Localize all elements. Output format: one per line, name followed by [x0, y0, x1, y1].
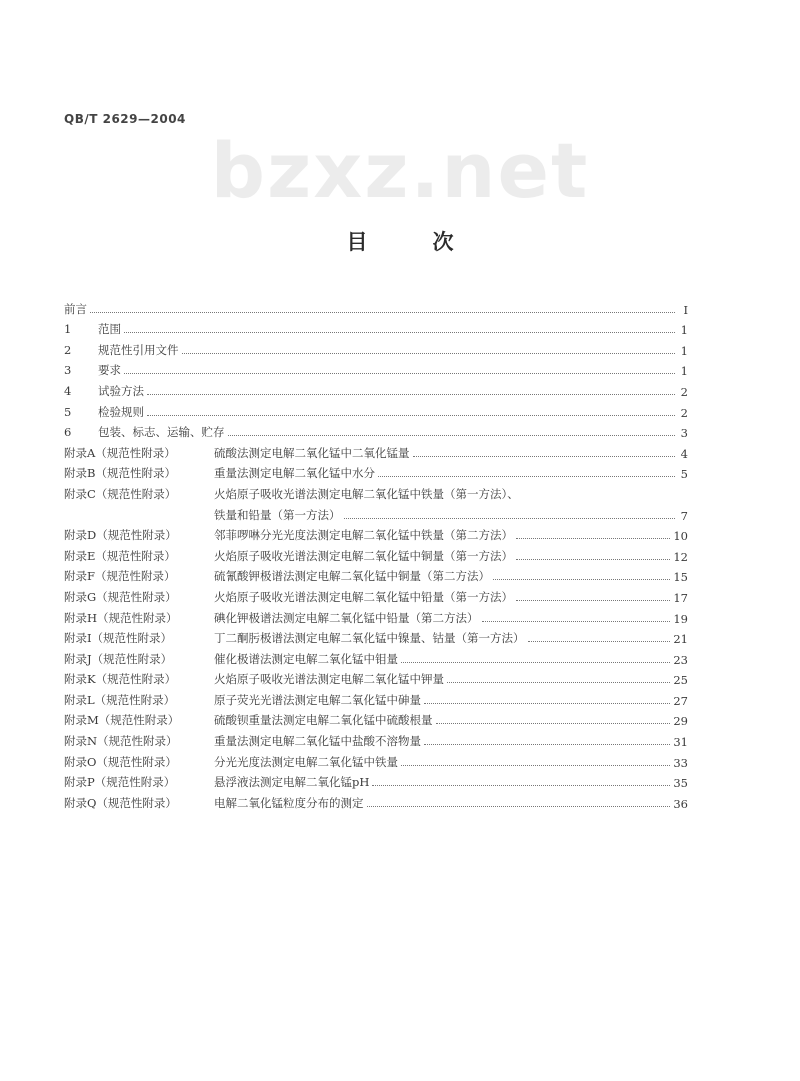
toc-entry-label — [64, 321, 121, 337]
toc-entry-annex: 附录I（规范性附录） — [64, 631, 173, 646]
watermark: bzxz.net — [210, 126, 590, 215]
toc-entry-text: 包装、标志、运输、贮存 — [98, 425, 225, 440]
toc-entry-label — [64, 671, 444, 687]
toc-entry[interactable] — [64, 790, 688, 811]
toc-entry[interactable] — [64, 543, 688, 564]
toc-entry-text: 悬浮液法测定电解二氧化锰pH — [214, 775, 370, 790]
toc-entry-page: I — [683, 302, 688, 317]
toc-leader-dots — [182, 353, 676, 354]
toc-entry-page: 12 — [673, 549, 688, 564]
toc-entry-label — [64, 424, 225, 440]
toc-entry-text: 试验方法 — [98, 383, 144, 398]
toc-entry-annex: 附录M（规范性附录） — [64, 713, 180, 728]
toc-entry[interactable] — [64, 358, 688, 379]
toc-entry-text: 火焰原子吸收光谱法测定电解二氧化锰中铜量（第一方法） — [214, 548, 513, 563]
toc-entry-annex: 附录B（规范性附录） — [64, 466, 176, 481]
toc-entry[interactable] — [64, 461, 688, 482]
toc-leader-dots — [124, 373, 675, 374]
toc-entry-text: 邻菲啰啉分光光度法测定电解二氧化锰中铁量（第二方法） — [214, 528, 513, 543]
toc-entry-number: 4 — [64, 383, 72, 398]
toc-leader-dots — [378, 476, 675, 477]
toc-entry-text: 原子荧光光谱法测定电解二氧化锰中砷量 — [214, 692, 421, 707]
toc-entry-page: 2 — [680, 405, 688, 420]
toc-entry-label — [64, 692, 421, 708]
toc-entry-text: 火焰原子吸收光谱法测定电解二氧化锰中铅量（第一方法） — [214, 589, 513, 604]
document-code: QB/T 2629—2004 — [64, 112, 186, 126]
toc-entry-label — [64, 795, 364, 811]
toc-entry-label — [64, 342, 179, 358]
toc-entry-annex: 附录N（规范性附录） — [64, 734, 178, 749]
toc-entry-text: 范围 — [98, 322, 121, 337]
toc-leader-dots — [90, 312, 675, 313]
toc-entry-page: 29 — [673, 714, 688, 729]
toc-leader-dots — [436, 723, 671, 724]
toc-entry-text: 重量法测定电解二氧化锰中水分 — [214, 466, 375, 481]
toc-entry-page: 1 — [680, 343, 688, 358]
toc-entry-annex: 附录K（规范性附录） — [64, 672, 177, 687]
toc-entry-page: 1 — [680, 323, 688, 338]
toc-entry-page: 31 — [673, 735, 688, 750]
toc-entry-text: 前言 — [64, 301, 87, 316]
toc-entry-text: 要求 — [98, 363, 121, 378]
toc-entry-page: 35 — [673, 776, 688, 791]
toc-leader-dots — [124, 332, 675, 333]
toc-leader-dots — [516, 538, 670, 539]
toc-leader-dots — [367, 806, 671, 807]
toc-entry-label — [64, 445, 410, 461]
toc-entry-page: 21 — [673, 632, 688, 647]
toc-entry-label — [64, 610, 479, 626]
toc-entry-page: 2 — [680, 384, 688, 399]
toc-entry[interactable] — [64, 687, 688, 708]
table-of-contents — [64, 296, 688, 811]
toc-leader-dots — [147, 394, 675, 395]
toc-entry[interactable] — [64, 481, 688, 502]
toc-entry-annex: 附录J（规范性附录） — [64, 651, 173, 666]
toc-leader-dots — [424, 703, 670, 704]
toc-entry-page: 19 — [673, 611, 688, 626]
toc-entry-number: 1 — [64, 322, 72, 337]
toc-entry-annex: 附录D（规范性附录） — [64, 528, 177, 543]
toc-entry-annex: 附录L（规范性附录） — [64, 692, 176, 707]
toc-entry[interactable] — [64, 584, 688, 605]
toc-entry-annex: 附录G（规范性附录） — [64, 589, 177, 604]
toc-entry-label — [64, 507, 341, 523]
toc-entry[interactable] — [64, 378, 688, 399]
toc-entry-label — [64, 548, 513, 564]
toc-entry[interactable] — [64, 296, 688, 317]
toc-entry-page: 10 — [673, 529, 688, 544]
toc-entry[interactable] — [64, 646, 688, 667]
toc-entry-annex: 附录P（规范性附录） — [64, 775, 176, 790]
toc-entry-page: 23 — [673, 652, 688, 667]
toc-entry-label — [64, 754, 398, 770]
toc-leader-dots — [516, 600, 670, 601]
toc-entry-annex: 附录Q（规范性附录） — [64, 795, 177, 810]
toc-entry[interactable] — [64, 564, 688, 585]
toc-entry-page: 33 — [673, 755, 688, 770]
toc-entry-page: 25 — [673, 673, 688, 688]
toc-entry-text: 分光光度法测定电解二氧化锰中铁量 — [214, 754, 398, 769]
toc-title: 目 次 — [346, 229, 476, 254]
toc-entry-label — [64, 362, 121, 378]
toc-entry-text: 火焰原子吸收光谱法测定电解二氧化锰中钾量 — [214, 672, 444, 687]
toc-entry-page: 36 — [673, 796, 688, 811]
toc-entry-text: 碘化钾极谱法测定电解二氧化锰中铅量（第二方法） — [214, 610, 479, 625]
toc-entry-text: 重量法测定电解二氧化锰中盐酸不溶物量 — [214, 734, 421, 749]
toc-entry-label — [64, 527, 513, 543]
toc-entry-text: 硫酸法测定电解二氧化锰中二氧化锰量 — [214, 445, 410, 460]
toc-entry[interactable] — [64, 317, 688, 338]
toc-entry-text: 电解二氧化锰粒度分布的测定 — [214, 795, 364, 810]
toc-entry-text: 规范性引用文件 — [98, 342, 179, 357]
toc-entry-label — [64, 651, 398, 667]
toc-entry-label — [64, 465, 375, 481]
toc-entry-page: 27 — [673, 693, 688, 708]
toc-entry-text: 火焰原子吸收光谱法测定电解二氧化锰中铁量（第一方法）、 — [214, 486, 519, 501]
toc-entry-number: 3 — [64, 363, 72, 378]
toc-entry-text: 催化极谱法测定电解二氧化锰中钼量 — [214, 651, 398, 666]
toc-leader-dots — [401, 765, 670, 766]
toc-entry-page: 3 — [680, 426, 688, 441]
toc-entry[interactable] — [64, 708, 688, 729]
toc-entry-annex: 附录A（规范性附录） — [64, 445, 176, 460]
toc-entry-annex: 附录E（规范性附录） — [64, 548, 176, 563]
toc-entry-text: 检验规则 — [98, 404, 144, 419]
toc-entry-label — [64, 383, 144, 399]
toc-leader-dots — [147, 415, 675, 416]
toc-entry-label — [64, 568, 490, 584]
toc-entry-label — [64, 301, 87, 317]
toc-entry[interactable] — [64, 667, 688, 688]
toc-entry-page: 5 — [680, 467, 688, 482]
toc-leader-dots — [482, 621, 671, 622]
toc-entry-page: 4 — [680, 446, 688, 461]
toc-entry-text: 硫氰酸钾极谱法测定电解二氧化锰中铜量（第二方法） — [214, 569, 490, 584]
toc-entry[interactable] — [64, 523, 688, 544]
toc-entry-label — [64, 486, 519, 502]
toc-entry-page: 7 — [680, 508, 688, 523]
toc-entry[interactable] — [64, 399, 688, 420]
toc-entry-text: 硫酸钡重量法测定电解二氧化锰中硫酸根量 — [214, 713, 433, 728]
toc-entry-number: 2 — [64, 342, 72, 357]
toc-entry-annex: 附录F（规范性附录） — [64, 569, 176, 584]
toc-leader-dots — [372, 785, 670, 786]
toc-entry-label — [64, 589, 513, 605]
toc-entry[interactable] — [64, 337, 688, 358]
toc-leader-dots — [493, 579, 670, 580]
toc-entry[interactable] — [64, 728, 688, 749]
toc-entry-label — [64, 630, 525, 646]
toc-entry[interactable] — [64, 749, 688, 770]
toc-entry-annex: 附录O（规范性附录） — [64, 754, 177, 769]
toc-leader-dots — [228, 435, 676, 436]
toc-entry[interactable] — [64, 770, 688, 791]
toc-leader-dots — [413, 456, 676, 457]
toc-entry-page: 1 — [680, 364, 688, 379]
toc-entry[interactable] — [64, 420, 688, 441]
toc-entry-label — [64, 774, 369, 790]
toc-leader-dots — [401, 662, 670, 663]
toc-entry[interactable] — [64, 626, 688, 647]
toc-entry-number: 5 — [64, 404, 72, 419]
toc-entry[interactable] — [64, 502, 688, 523]
toc-entry-label — [64, 733, 421, 749]
toc-entry-page: 15 — [673, 570, 688, 585]
toc-leader-dots — [424, 744, 670, 745]
toc-entry-number: 6 — [64, 425, 72, 440]
toc-entry[interactable] — [64, 605, 688, 626]
toc-entry-annex: 附录H（规范性附录） — [64, 610, 178, 625]
toc-entry-annex: 附录C（规范性附录） — [64, 486, 177, 501]
toc-entry-page: 17 — [673, 590, 688, 605]
toc-leader-dots — [516, 559, 670, 560]
toc-entry-text: 铁量和铅量（第一方法） — [214, 507, 341, 522]
toc-entry[interactable] — [64, 440, 688, 461]
toc-leader-dots — [528, 641, 671, 642]
toc-entry-label — [64, 712, 433, 728]
toc-entry-label — [64, 404, 144, 420]
toc-leader-dots — [344, 518, 676, 519]
toc-leader-dots — [447, 682, 670, 683]
toc-entry-text: 丁二酮肟极谱法测定电解二氧化锰中镍量、钴量（第一方法） — [214, 631, 525, 646]
